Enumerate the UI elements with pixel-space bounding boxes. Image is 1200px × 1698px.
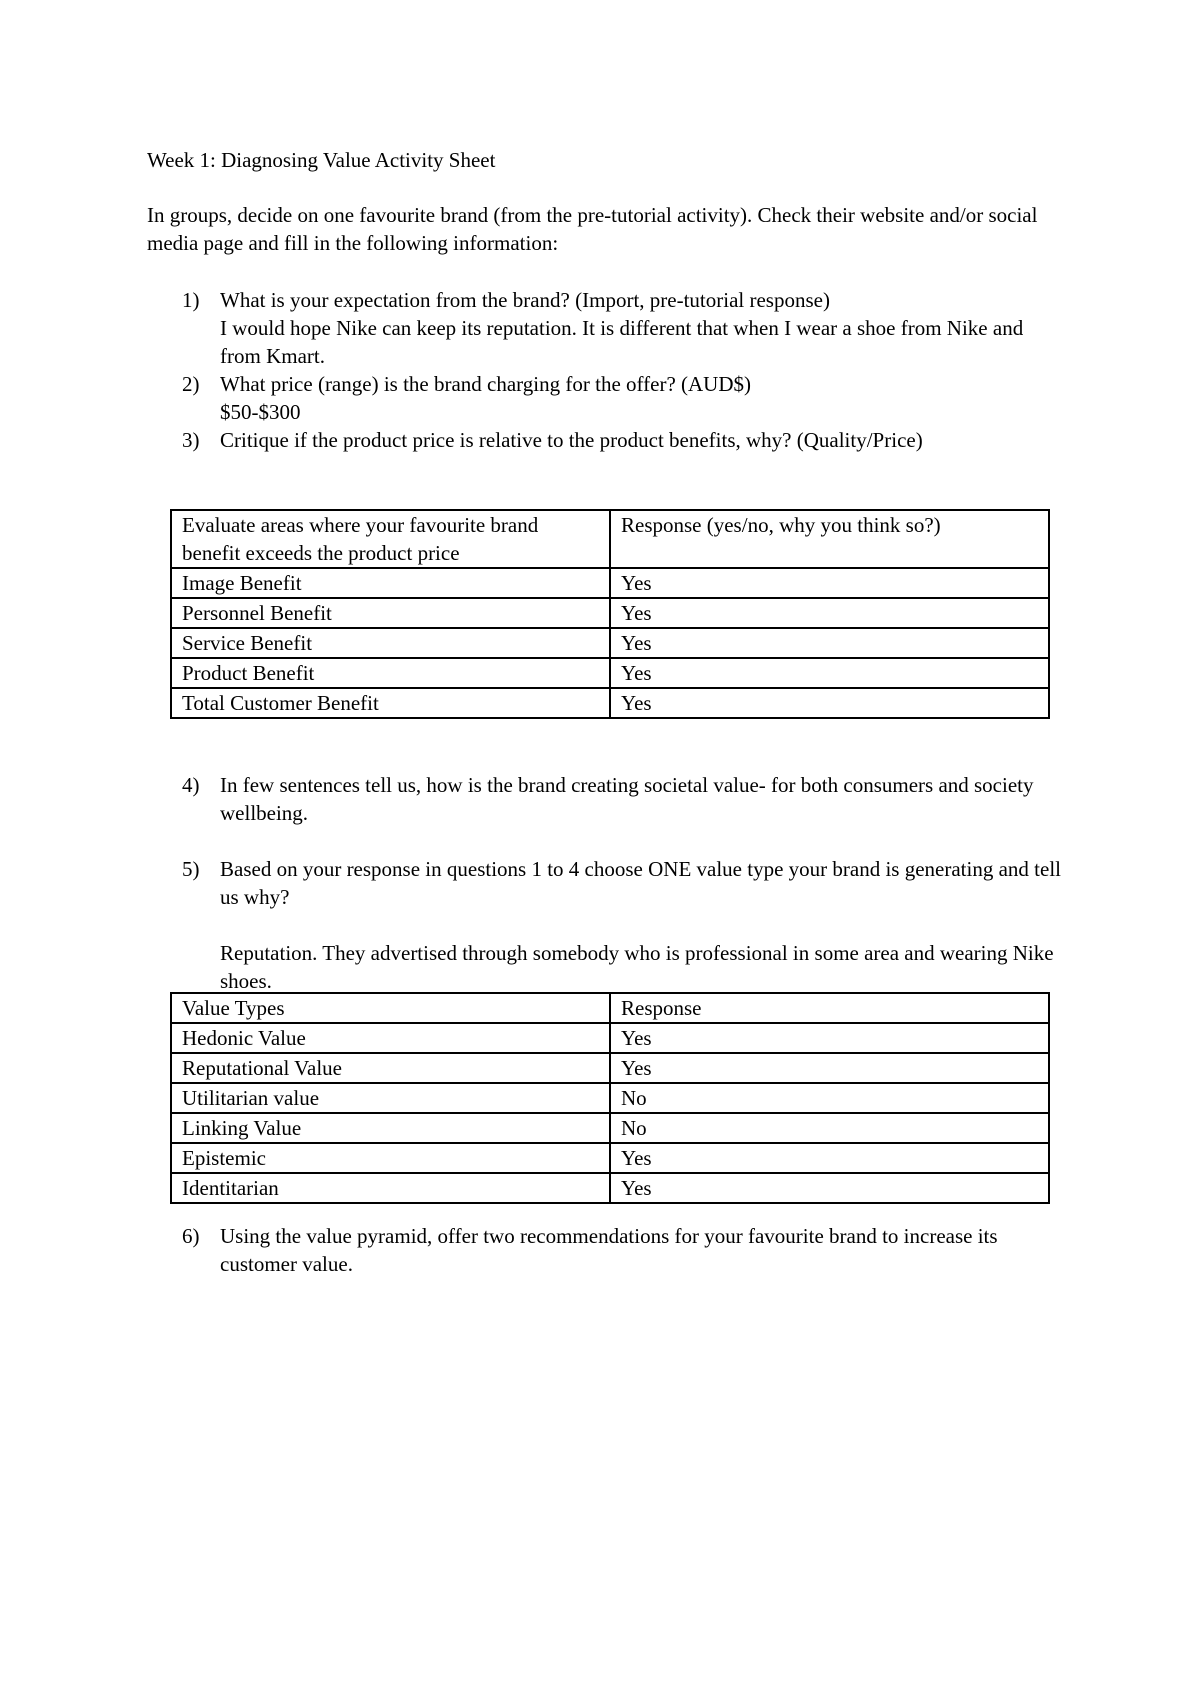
table-row: [171, 658, 1049, 688]
table-row: [171, 1053, 1049, 1083]
table-cell: Utilitarian value: [171, 1083, 610, 1113]
question-6: [147, 1222, 1067, 1278]
table-cell: Personnel Benefit: [171, 598, 610, 628]
table-cell: Product Benefit: [171, 658, 610, 688]
question-2: [147, 370, 1067, 426]
question-list-6: [147, 1222, 1067, 1278]
table-cell: No: [610, 1083, 1049, 1113]
table-header-cell: Value Types: [171, 993, 610, 1023]
table-cell: Linking Value: [171, 1113, 610, 1143]
table-cell: Identitarian: [171, 1173, 610, 1203]
table-cell: Hedonic Value: [171, 1023, 610, 1053]
question-answer: I would hope Nike can keep its reputation. It is different that when I wear a shoe from Nike and from Kmart.: [220, 316, 1024, 368]
table-header-row: [171, 510, 1049, 568]
table-cell: Yes: [610, 1173, 1049, 1203]
table-cell: Yes: [610, 1143, 1049, 1173]
table-row: [171, 1113, 1049, 1143]
question-number: 5): [182, 857, 200, 881]
question-answer: Reputation. They advertised through somebody who is professional in some area and wearing Nike shoes.: [220, 941, 1054, 993]
table-row: [171, 688, 1049, 718]
question-5: [147, 855, 1067, 995]
question-number: 4): [182, 773, 200, 797]
question-text: Using the value pyramid, offer two recommendations for your favourite brand to increase its customer value.: [220, 1224, 998, 1276]
question-text: Based on your response in questions 1 to 4 choose ONE value type your brand is generating and tell us why?: [220, 857, 1061, 909]
table-row: [171, 598, 1049, 628]
table-cell: No: [610, 1113, 1049, 1143]
table-cell: Yes: [610, 598, 1049, 628]
table-cell: Epistemic: [171, 1143, 610, 1173]
table-header-cell: Response (yes/no, why you think so?): [610, 510, 1049, 568]
question-number: 6): [182, 1224, 200, 1248]
table-row: [171, 1023, 1049, 1053]
question-number: 2): [182, 372, 200, 396]
table-header-cell: Evaluate areas where your favourite brand benefit exceeds the product price: [171, 510, 610, 568]
table-cell: Yes: [610, 688, 1049, 718]
table-cell: Yes: [610, 568, 1049, 598]
question-text: What is your expectation from the brand? (Import, pre-tutorial response): [220, 288, 830, 312]
table-row: [171, 568, 1049, 598]
intro-paragraph: In groups, decide on one favourite brand (from the pre-tutorial activity). Check their website and/or social media page and fill in the following information:: [147, 203, 1038, 255]
table-cell: Yes: [610, 658, 1049, 688]
question-text: In few sentences tell us, how is the brand creating societal value- for both consumers and society wellbeing.: [220, 773, 1034, 825]
question-text: Critique if the product price is relative to the product benefits, why? (Quality/Price): [220, 428, 923, 452]
table-header-cell: Response: [610, 993, 1049, 1023]
table-cell: Total Customer Benefit: [171, 688, 610, 718]
question-answer: $50-$300: [220, 400, 301, 424]
question-3: [147, 426, 1067, 454]
table-cell: Reputational Value: [171, 1053, 610, 1083]
value-types-table: [170, 992, 1050, 1204]
question-list-4-5: [147, 771, 1067, 995]
document-title: Week 1: Diagnosing Value Activity Sheet: [147, 148, 496, 172]
table-cell: Yes: [610, 628, 1049, 658]
table-row: [171, 1173, 1049, 1203]
table-row: [171, 1143, 1049, 1173]
question-number: 3): [182, 428, 200, 452]
table-cell: Service Benefit: [171, 628, 610, 658]
table-row: [171, 1083, 1049, 1113]
question-number: 1): [182, 288, 200, 312]
table-cell: Yes: [610, 1023, 1049, 1053]
table-cell: Yes: [610, 1053, 1049, 1083]
question-1: [147, 286, 1067, 370]
table-cell: Image Benefit: [171, 568, 610, 598]
table-header-row: [171, 993, 1049, 1023]
table-row: [171, 628, 1049, 658]
question-list-1-3: [147, 286, 1067, 454]
benefits-table: [170, 509, 1050, 719]
question-text: What price (range) is the brand charging for the offer? (AUD$): [220, 372, 751, 396]
question-4: [147, 771, 1067, 827]
